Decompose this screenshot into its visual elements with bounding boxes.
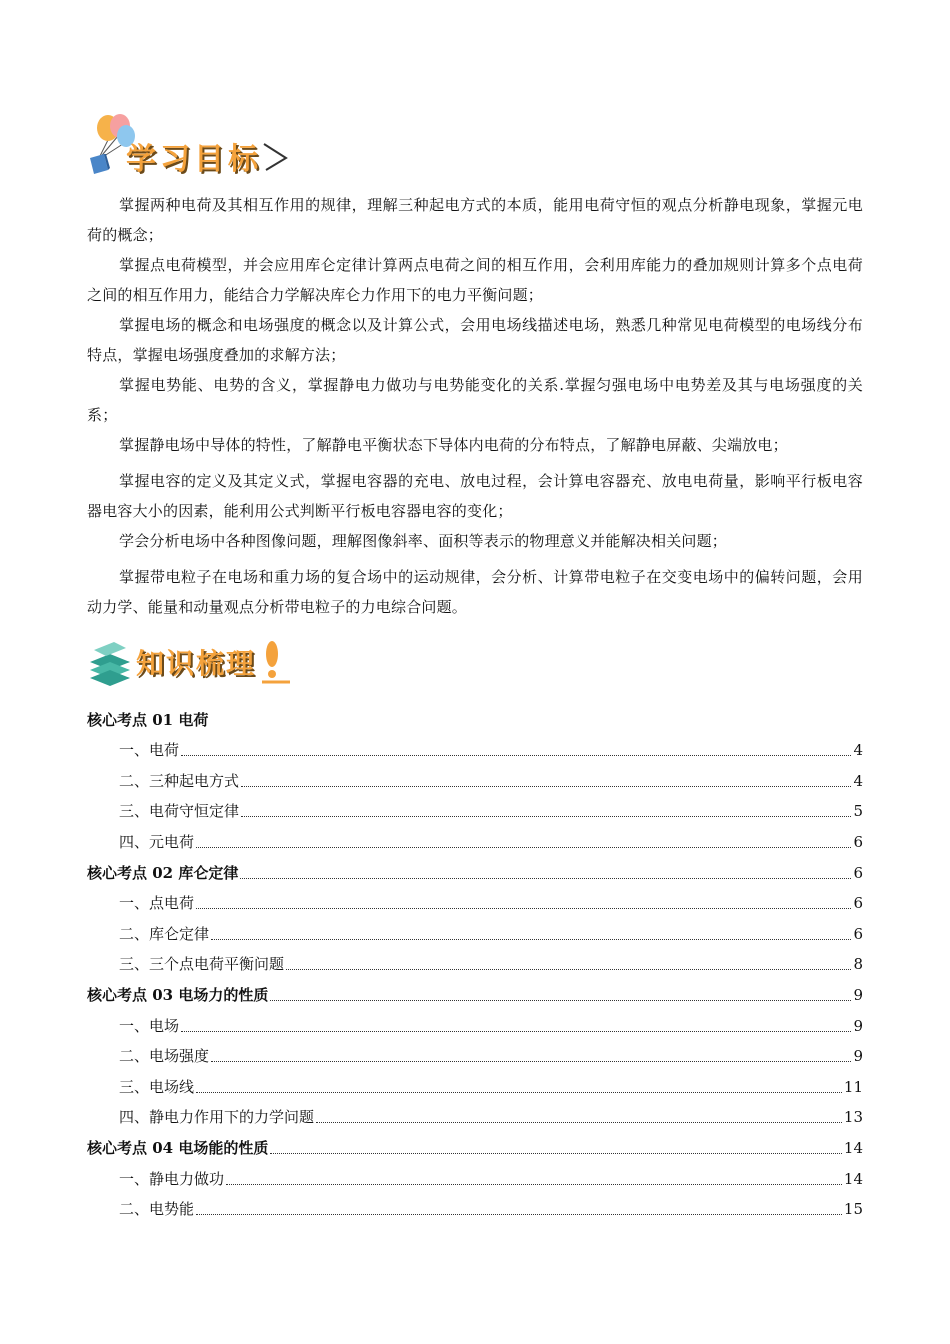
toc-section-row[interactable] bbox=[87, 853, 863, 884]
toc-item-row[interactable] bbox=[87, 761, 863, 792]
toc-item-row[interactable] bbox=[87, 731, 863, 762]
toc-item-row[interactable] bbox=[87, 1159, 863, 1190]
toc-page-number: 6 bbox=[853, 924, 863, 943]
toc-leader-dots bbox=[241, 785, 851, 787]
toc-page-number: 4 bbox=[853, 771, 863, 790]
toc-leader-dots bbox=[286, 968, 851, 970]
toc-page-number: 6 bbox=[853, 863, 863, 882]
toc-leader-dots bbox=[196, 846, 851, 848]
toc-item-row[interactable] bbox=[87, 1098, 863, 1129]
table-of-contents bbox=[87, 700, 863, 1220]
toc-section-row[interactable] bbox=[87, 1128, 863, 1159]
toc-page-number: 9 bbox=[853, 985, 863, 1004]
learning-goals-heading: 学习目标 bbox=[126, 142, 262, 177]
toc-entry-label: 核心考点 01 电荷 bbox=[87, 710, 209, 729]
toc-leader-dots bbox=[181, 754, 851, 756]
toc-entry-label: 二、电场强度 bbox=[119, 1047, 210, 1066]
goal-paragraph: 掌握点电荷模型，并会应用库仑定律计算两点电荷之间的相互作用，会利用库能力的叠加规则计算多个点电荷之间的相互作用力，能结合力学解决库仑力作用下的电力平衡问题； bbox=[87, 256, 863, 304]
goal-paragraph: 掌握电容的定义及其定义式，掌握电容器的充电、放电过程，会计算电容器充、放电电荷量，影响平行板电容器电容大小的因素，能利用公式判断平行板电容器电容的变化； bbox=[87, 472, 863, 520]
toc-leader-dots bbox=[240, 877, 851, 879]
toc-entry-label: 一、点电荷 bbox=[119, 894, 195, 913]
toc-entry-label: 一、静电力做功 bbox=[119, 1169, 225, 1188]
toc-entry-label: 二、电势能 bbox=[119, 1200, 195, 1219]
toc-leader-dots bbox=[316, 1121, 842, 1123]
toc-leader-dots bbox=[211, 1060, 851, 1062]
toc-item-row[interactable] bbox=[87, 792, 863, 823]
toc-item-row[interactable] bbox=[87, 945, 863, 976]
toc-leader-dots bbox=[241, 815, 851, 817]
toc-item-row[interactable] bbox=[87, 1067, 863, 1098]
toc-page-number: 11 bbox=[843, 1077, 863, 1096]
toc-entry-label: 三、电场线 bbox=[119, 1077, 195, 1096]
goal-paragraph: 掌握带电粒子在电场和重力场的复合场中的运动规律，会分析、计算带电粒子在交变电场中的偏转问题，会用动力学、能量和动量观点分析带电粒子的力电综合问题。 bbox=[87, 568, 863, 616]
toc-entry-label: 二、库仑定律 bbox=[119, 924, 210, 943]
toc-entry-label: 二、三种起电方式 bbox=[119, 771, 240, 790]
toc-page-number: 5 bbox=[853, 802, 863, 821]
toc-item-row[interactable] bbox=[87, 1037, 863, 1068]
toc-leader-dots bbox=[196, 1091, 842, 1093]
toc-page-number: 6 bbox=[853, 832, 863, 851]
toc-page-number: 9 bbox=[853, 1047, 863, 1066]
toc-leader-dots bbox=[211, 938, 851, 940]
knowledge-review-banner bbox=[86, 628, 306, 690]
toc-leader-dots bbox=[270, 999, 851, 1001]
toc-page-number: 6 bbox=[853, 894, 863, 913]
toc-entry-label: 一、电荷 bbox=[119, 741, 180, 760]
toc-entry-label: 四、元电荷 bbox=[119, 832, 195, 851]
toc-leader-dots bbox=[270, 1152, 842, 1154]
toc-entry-label: 四、静电力作用下的力学问题 bbox=[119, 1108, 315, 1127]
toc-entry-label: 一、电场 bbox=[119, 1016, 180, 1035]
goal-paragraph: 掌握静电场中导体的特性，了解静电平衡状态下导体内电荷的分布特点，了解静电屏蔽、尖端放电； bbox=[119, 436, 788, 454]
toc-leader-dots bbox=[196, 907, 851, 909]
toc-leader-dots bbox=[181, 1030, 851, 1032]
learning-goals-list bbox=[87, 190, 863, 622]
goal-paragraph: 掌握电场的概念和电场强度的概念以及计算公式，会用电场线描述电场，熟悉几种常见电荷模型的电场线分布特点，掌握电场强度叠加的求解方法； bbox=[87, 316, 863, 364]
toc-page-number: 9 bbox=[853, 1016, 863, 1035]
toc-item-row[interactable] bbox=[87, 914, 863, 945]
toc-item-row[interactable] bbox=[87, 1006, 863, 1037]
toc-page-number: 14 bbox=[843, 1138, 863, 1157]
learning-goals-banner bbox=[86, 112, 306, 182]
toc-page-number: 15 bbox=[843, 1200, 863, 1219]
toc-page-number: 14 bbox=[843, 1169, 863, 1188]
toc-entry-label: 三、电荷守恒定律 bbox=[119, 802, 240, 821]
toc-section-row[interactable] bbox=[87, 975, 863, 1006]
knowledge-review-heading: 知识梳理 bbox=[136, 647, 257, 680]
toc-page-number: 4 bbox=[853, 741, 863, 760]
toc-leader-dots bbox=[226, 1183, 842, 1185]
toc-entry-label: 三、三个点电荷平衡问题 bbox=[119, 955, 285, 974]
toc-item-row[interactable] bbox=[87, 884, 863, 915]
toc-entry-label: 核心考点 04 电场能的性质 bbox=[87, 1138, 269, 1157]
toc-page-number: 13 bbox=[843, 1108, 863, 1127]
toc-item-row[interactable] bbox=[87, 1190, 863, 1221]
toc-leader-dots bbox=[196, 1213, 842, 1215]
toc-page-number: 8 bbox=[853, 955, 863, 974]
goal-paragraph: 学会分析电场中各种图像问题，理解图像斜率、面积等表示的物理意义并能解决相关问题； bbox=[119, 532, 728, 550]
toc-entry-label: 核心考点 02 库仑定律 bbox=[87, 863, 239, 882]
goal-paragraph: 掌握两种电荷及其相互作用的规律，理解三种起电方式的本质，能用电荷守恒的观点分析静电现象，掌握元电荷的概念； bbox=[87, 196, 863, 244]
goal-paragraph: 掌握电势能、电势的含义，掌握静电力做功与电势能变化的关系.掌握匀强电场中电势差及其与电场强度的关系； bbox=[87, 376, 863, 424]
toc-item-row[interactable] bbox=[87, 822, 863, 853]
toc-entry-label: 核心考点 03 电场力的性质 bbox=[87, 985, 269, 1004]
toc-section-row[interactable] bbox=[87, 700, 863, 731]
